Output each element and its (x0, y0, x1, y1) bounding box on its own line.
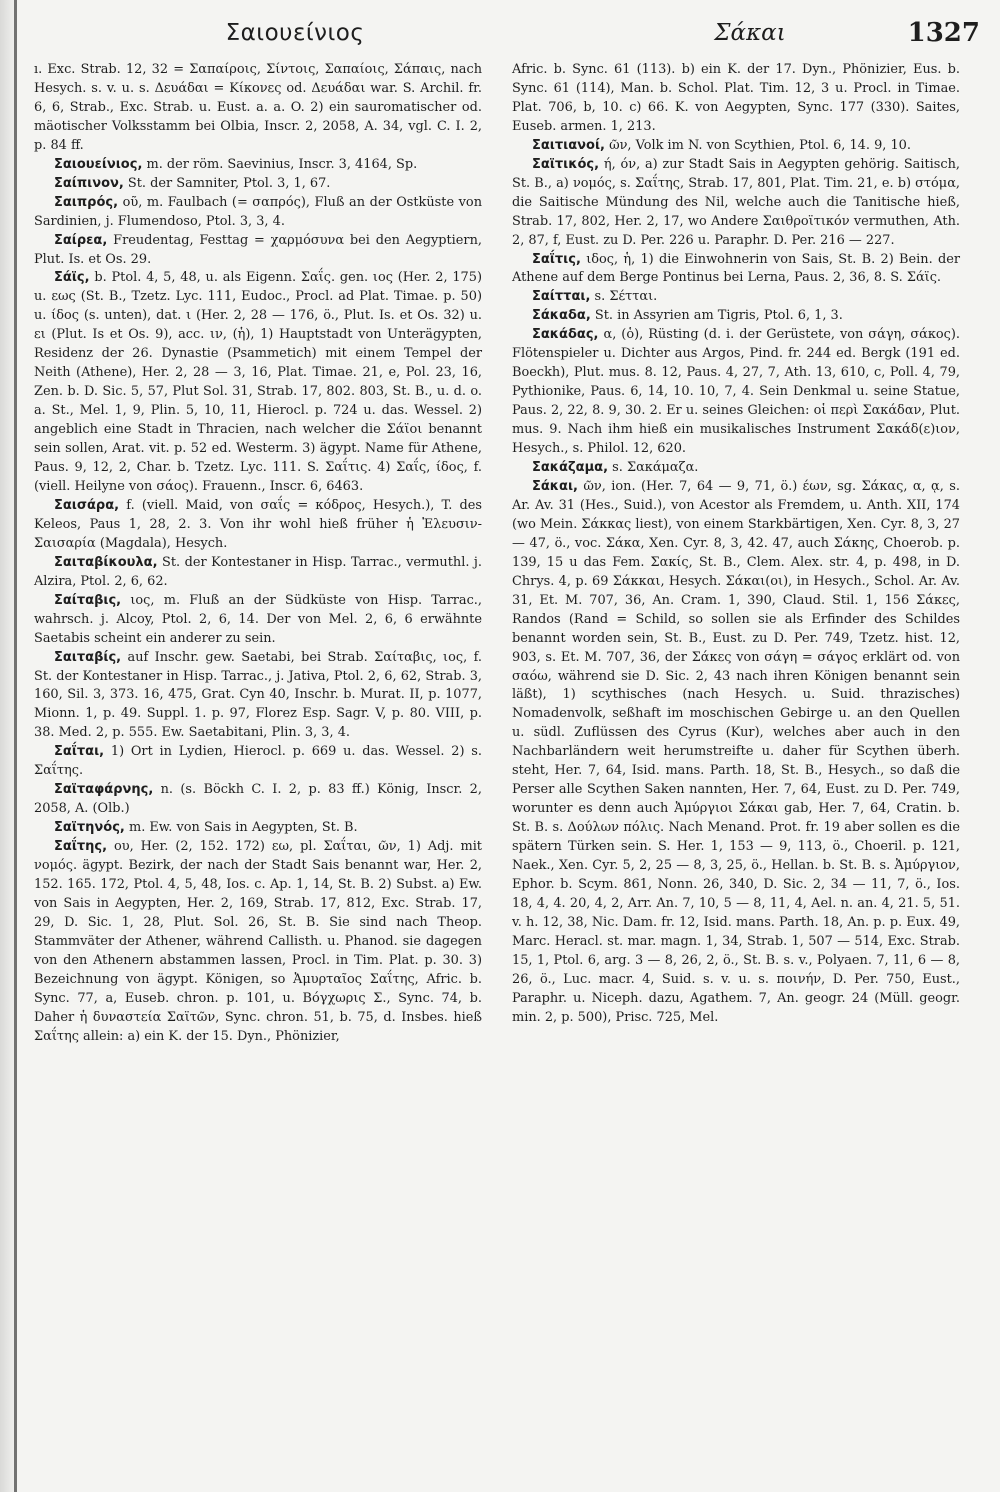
entry-headword: Σαϊταφάρνης, (54, 782, 154, 798)
entry-headword: Σάϊς, (54, 270, 90, 286)
entry-text: f. (viell. Maid, von σαΐς = κόδρος, Hesych.), T. des Keleos, Paus 1, 28, 2. 3. Von ihr wohl hieß früher ἡ Ἐλευσιν-Σαισαρία (Magdala), Hesych. (34, 497, 482, 551)
entry-text: m. Ew. von Sais in Aegypten, St. B. (128, 820, 358, 836)
running-head-right: Σάκαι (714, 20, 786, 46)
dictionary-entry (512, 288, 960, 307)
dictionary-entry (512, 459, 960, 478)
entry-text: Freudentag, Festtag = χαρμόσυνα bei den Aegyptiern, Plut. Is. et Os. 29. (34, 232, 482, 267)
entry-text: ου, Her. (2, 152. 172) εω, pl. Σαΐται, ῶν, 1) Adj. mit νομός. ägypt. Bezirk, der nach der Stadt Sais benannt war, Her. 2, 152. 165. 172, Ptol. 4, 5, 48, Ios. c. Ap. 1, 14, St. B. 2) Subst. a) Ew. von Sais in Aegypten, Her. 2, 169, Strab. 17, 812, Exc. Strab. 17, 29, D. Sic. 1, 28, Plut. Sol. 26, St. B. Sie sind nach Theop. Stammväter der Athener, während Callisth. u. Phanod. sie dagegen von den Athenern abstammen lassen, Procl. in Tim. Plat. p. 30. 3) Bezeichnung von ägypt. Königen, so Ἀμυρταῖος Σαΐτης, Afric. b. Sync. 77, a, Euseb. chron. p. 101, u. Βόγχωρις Σ., Sync. 74, b. Daher ἡ δυναστεία Σαϊτῶν, Sync. chron. 51, b. 75, d. Insbes. hieß Σαΐτης allein: a) ein K. der 15. Dyn., Phönizier, (34, 839, 482, 1044)
entry-headword: Σαιταβίς, (54, 649, 122, 665)
dictionary-entry (34, 269, 482, 496)
running-header (0, 14, 1000, 54)
dictionary-entry (512, 137, 960, 156)
page-gutter-shadow (0, 0, 14, 1492)
entry-text: ῶν, Volk im N. von Scythien, Ptol. 6, 14. 9, 10. (609, 137, 911, 153)
dictionary-entry (34, 743, 482, 781)
entry-headword: Σάκαι, (532, 478, 578, 494)
dictionary-entry (512, 478, 960, 1028)
entry-text: St. der Kontestaner in Hisp. Tarrac., vermuthl. j. Alzira, Ptol. 2, 6, 62. (34, 554, 482, 589)
entry-headword: Σαίταβις, (54, 592, 122, 608)
entry-headword: Σαϊτικός, (532, 156, 600, 172)
entry-text: α, (ὁ), Rüsting (d. i. der Gerüstete, von σάγη, σάκος). Flötenspieler u. Dichter aus Argos, Pind. fr. 244 ed. Bergk (191 ed. Boeckh), Plut. mus. 8. 12, Paus. 4, 27, 7, Ath. 13, 610, c, Poll. 4, 79, Pythionike, Paus. 6, 14, 10. 10, 7, 4. Sein Denkmal u. seine Statue, Paus. 2, 22, 8. 9, 30. 2. Er u. seines Gleichen: οἱ περὶ Σακάδαν, Plut. mus. 9. Nach ihm hieß ein musikalisches Instrument Σακάδ(ε)ιον, Hesych., s. Philol. 12, 620. (512, 327, 960, 457)
entry-text: ιος, m. Fluß an der Südküste von Hisp. Tarrac., wahrsch. j. Alcoy, Ptol. 2, 6, 14. Der von Mel. 2, 6, 6 erwähnte Saetabis scheint ein anderer zu sein. (34, 592, 482, 646)
entry-text: s. Σέτται. (594, 289, 658, 305)
entry-continuation (512, 61, 960, 137)
entry-text: b. Ptol. 4, 5, 48, u. als Eigenn. Σαΐς. gen. ιος (Her. 2, 175) u. εως (St. B., Tzetz. Lyc. 111, Eudoc., Procl. ad Plat. Timae. p. 50) u. ίδος (s. unten), dat. ι (Her. 2, 28 — 176, ö., Plut. Is. et Os. 32) u. ει (Plut. Is et Os. 9), acc. ιν, (ἡ), 1) Hauptstadt von Unterägypten, Residenz der 26. Dynastie (Psammetich) mit einem Tempel der Neith (Athene), Her. 2, 28 — 3, 16, Plat. Timae. 21, e, Pol. 23, 16, Zen. b. D. Sic. 5, 57, Plut Sol. 31, Strab. 17, 802. 803, St. B., u. d. o. a. St., Mel. 1, 9, Plin. 5, 10, 11, Hierocl. p. 724 u. das. Wessel. 2) angeblich eine Stadt in Thracien, nach welcher die Σάϊοι benannt sein sollen, Arat. vit. p. 52 ed. Westerm. 3) ägypt. Name für Athene, Paus. 9, 12, 2, Char. b. Tzetz. Lyc. 111. S. Σαΐτις. 4) Σαΐς, ίδος, f. (viell. Heilyne von σάος). Frauenn., Inscr. 6, 6463. (34, 270, 482, 494)
running-head-left: Σαιουείνιος (225, 20, 365, 46)
entry-headword: Σαιτιανοί, (532, 137, 605, 153)
dictionary-entry (34, 819, 482, 838)
dictionary-entry (34, 232, 482, 270)
entry-headword: Σαίτται, (532, 289, 591, 305)
dictionary-entry (512, 326, 960, 459)
entry-text: οῦ, m. Faulbach (= σαπρός), Fluß an der Ostküste von Sardinien, j. Flumendoso, Ptol. 3, 3, 4. (34, 194, 482, 229)
entry-text: m. der röm. Saevinius, Inscr. 3, 4164, Sp. (146, 156, 418, 172)
dictionary-entry (34, 781, 482, 819)
dictionary-entry (34, 156, 482, 175)
entry-text: St. in Assyrien am Tigris, Ptol. 6, 1, 3. (594, 308, 843, 324)
entry-headword: Σαΐτις, (532, 251, 581, 267)
entry-headword: Σαϊτηνός, (54, 820, 125, 836)
entry-text: s. Σακάμαζα. (612, 460, 699, 476)
entry-headword: Σαιουείνιος, (54, 156, 143, 172)
entry-headword: Σαισάρα, (54, 497, 120, 513)
page-number: 1327 (907, 18, 980, 48)
dictionary-entry (512, 307, 960, 326)
entry-headword: Σακάδας, (532, 327, 599, 343)
page-binding-edge (14, 0, 17, 1492)
entry-headword: Σαίπινον, (54, 175, 124, 191)
dictionary-entry (512, 251, 960, 289)
dictionary-entry (34, 649, 482, 744)
dictionary-entry (34, 838, 482, 1046)
entry-text: n. (s. Böckh C. I. 2, p. 83 ff.) König, Inscr. 2, 2058, A. (Olb.) (34, 782, 482, 817)
right-column (512, 61, 960, 1028)
entry-headword: Σαΐται, (54, 744, 105, 760)
entry-text: 1) Ort in Lydien, Hierocl. p. 669 u. das. Wessel. 2) s. Σαΐτης. (34, 744, 482, 779)
dictionary-entry (512, 156, 960, 251)
entry-continuation (34, 61, 482, 156)
dictionary-entry (34, 592, 482, 649)
entry-text: ı. Exc. Strab. 12, 32 = Σαπαίροις, Σίντοις, Σαπαίοις, Σάπαις, nach Hesych. s. v. u. s. Δευάδαι = Κίκονες od. Δευάδαι war. S. Archil. fr. 6, 6, Strab., Exc. Strab. u. Eust. a. a. O. 2) ein sauromatischer od. mäotischer Volksstamm bei Olbia, Inscr. 2, 2058, A. 34, vgl. C. I. 2, p. 84 ff. (34, 62, 482, 153)
dictionary-entry (34, 175, 482, 194)
entry-headword: Σαιταβίκουλα, (54, 554, 158, 570)
entry-text: ιδος, ἡ, 1) die Einwohnerin von Sais, St. B. 2) Bein. der Athene auf dem Berge Pontinus bei Lerna, Paus. 2, 36, 8. S. Σάϊς. (512, 251, 960, 286)
entry-headword: Σαΐτης, (54, 839, 108, 855)
entry-text: auf Inschr. gew. Saetabi, bei Strab. Σαίταβις, ιος, f. St. der Kontestaner in Hisp. Tarrac., j. Jativa, Ptol. 2, 6, 62, Strab. 3, 160, Sil. 3, 373. 16, 475, Grat. Cyn 40, Inschr. b. Murat. II, p. 1077, Mionn. 1, p. 49. Suppl. 1. p. 97, Florez Esp. Sagr. V, p. 80. VIII, p. 38. Med. 2, p. 555. Ew. Saetabitani, Plin. 3, 3, 4. (34, 649, 482, 741)
dictionary-entry (34, 194, 482, 232)
entry-headword: Σακάζαμα, (532, 460, 609, 476)
entry-headword: Σαίρεα, (54, 232, 108, 248)
entry-headword: Σαιπρός, (54, 194, 119, 210)
left-column (34, 61, 482, 1047)
entry-text: ῶν, ion. (Her. 7, 64 — 9, 71, ö.) έων, sg. Σάκας, α, ᾳ, s. Ar. Av. 31 (Hes., Suid.), von Acestor als Fremdem, u. Anth. XII, 174 (wo Mein. Σάκκας liest), von einem Starkbärtigen, Xen. Cyr. 8, 3, 27 — 47, ö., voc. Σάκα, Xen. Cyr. 8, 3, 42. 47, auch Σάκης, Choerob. p. 139, 15 u das Fem. Σακίς, St. B., Clem. Alex. str. 4, p. 498, in D. Chrys. 4, p. 69 Σάκκαι, Hesych. Σάκαι(οι), in Hesych., Schol. Ar. Av. 31, Et. M. 707, 36, An. Cram. 1, 390, Claud. Stil. 1, 156 Σάκες, Randos (Rand = Schild, so sollen sie als Erfinder des Schildes benannt worden sein, St. B., Eust. zu D. Per. 749, Tzetz. hist. 12, 903, s. Et. M. 707, 36, der Σάκες von σάγη = σάγος erklärt od. von σαόω, während sie D. Sic. 2, 43 nach ihren Königen benannt sein läßt), 1) scythisches (nach Hesych. u. Suid. thrazisches) Nomadenvolk, seßhaft im moschischen Gebirge u. an den Quellen u. südl. Zuflüssen des Cyrus (Kur), welches aber auch in den Nachbarländern weit herumstreifte u. daher für Scythen überh. steht, Her. 7, 64, Isid. mans. Parth. 18, St. B., Hesych., so daß die Perser alle Scythen Saken nannten, Her. 7, 64, Eust. zu D. Per. 749, worunter es denn auch Ἀμύργιοι Σάκαι gab, Her. 7, 64, Cratin. b. St. B. s. Δούλων πόλις. Nach Menand. Prot. fr. 19 aber sollen es die spätern Türken sein. S. Her. 1, 153 — 9, 113, ö., Choeril. p. 121, Naek., Xen. Cyr. 5, 2, 25 — 8, 3, 25, ö., Hellan. b. St. B. s. Ἀμύργιον, Ephor. b. Scym. 861, Nonn. 26, 340, D. Sic. 2, 34 — 11, 7, ö., Ios. 18, 4, 4. 20, 4, 2, Arr. An. 7, 10, 5 — 8, 11, 4, Ael. n. an. 4, 21. 5, 51. v. h. 12, 38, Nic. Dam. fr. 12, Isid. mans. Parth. 18, An. p. p. Eux. 49, Marc. Heracl. st. mar. magn. 1, 34, Strab. 1, 507 — 514, Exc. Strab. 15, 1, Ptol. 6, arg. 3 — 8, 26, 2, ö., St. B. s. v., Polyaen. 7, 11, 6 — 8, 26, ö., Luc. macr. 4, Suid. s. v. u. s. ποινήν, D. Per. 750, Eust., Paraphr. u. Niceph. dazu, Agathem. 7, An. geogr. 24 (Müll. geogr. min. 2, p. 500), Prisc. 725, Mel. (512, 478, 960, 1025)
entry-headword: Σάκαδα, (532, 308, 591, 324)
entry-text: Afric. b. Sync. 61 (113). b) ein K. der 17. Dyn., Phönizier, Eus. b. Sync. 61 (114), Man. b. Schol. Plat. Tim. 12, 3 u. Procl. in Timae. Plat. 706, b, 10. c) 66. K. von Aegypten, Sync. 177 (330). Saites, Euseb. armen. 1, 213. (512, 62, 960, 134)
dictionary-entry (34, 497, 482, 554)
entry-text: St. der Samniter, Ptol. 3, 1, 67. (127, 175, 331, 191)
entry-text: ή, όν, a) zur Stadt Sais in Aegypten gehörig. Saitisch, St. B., a) νομός, s. Σαΐτης, Strab. 17, 801, Plat. Tim. 21, e. b) στόμα, die Saitische Mündung des Nil, welche auch die Tanitische hieß, Strab. 17, 802, Her. 2, 17, wo Andere Σαιθροϊτικόν vermuthen, Ath. 2, 87, f, Eust. zu D. Per. 226 u. Paraphr. D. Per. 216 — 227. (512, 156, 960, 248)
dictionary-entry (34, 554, 482, 592)
